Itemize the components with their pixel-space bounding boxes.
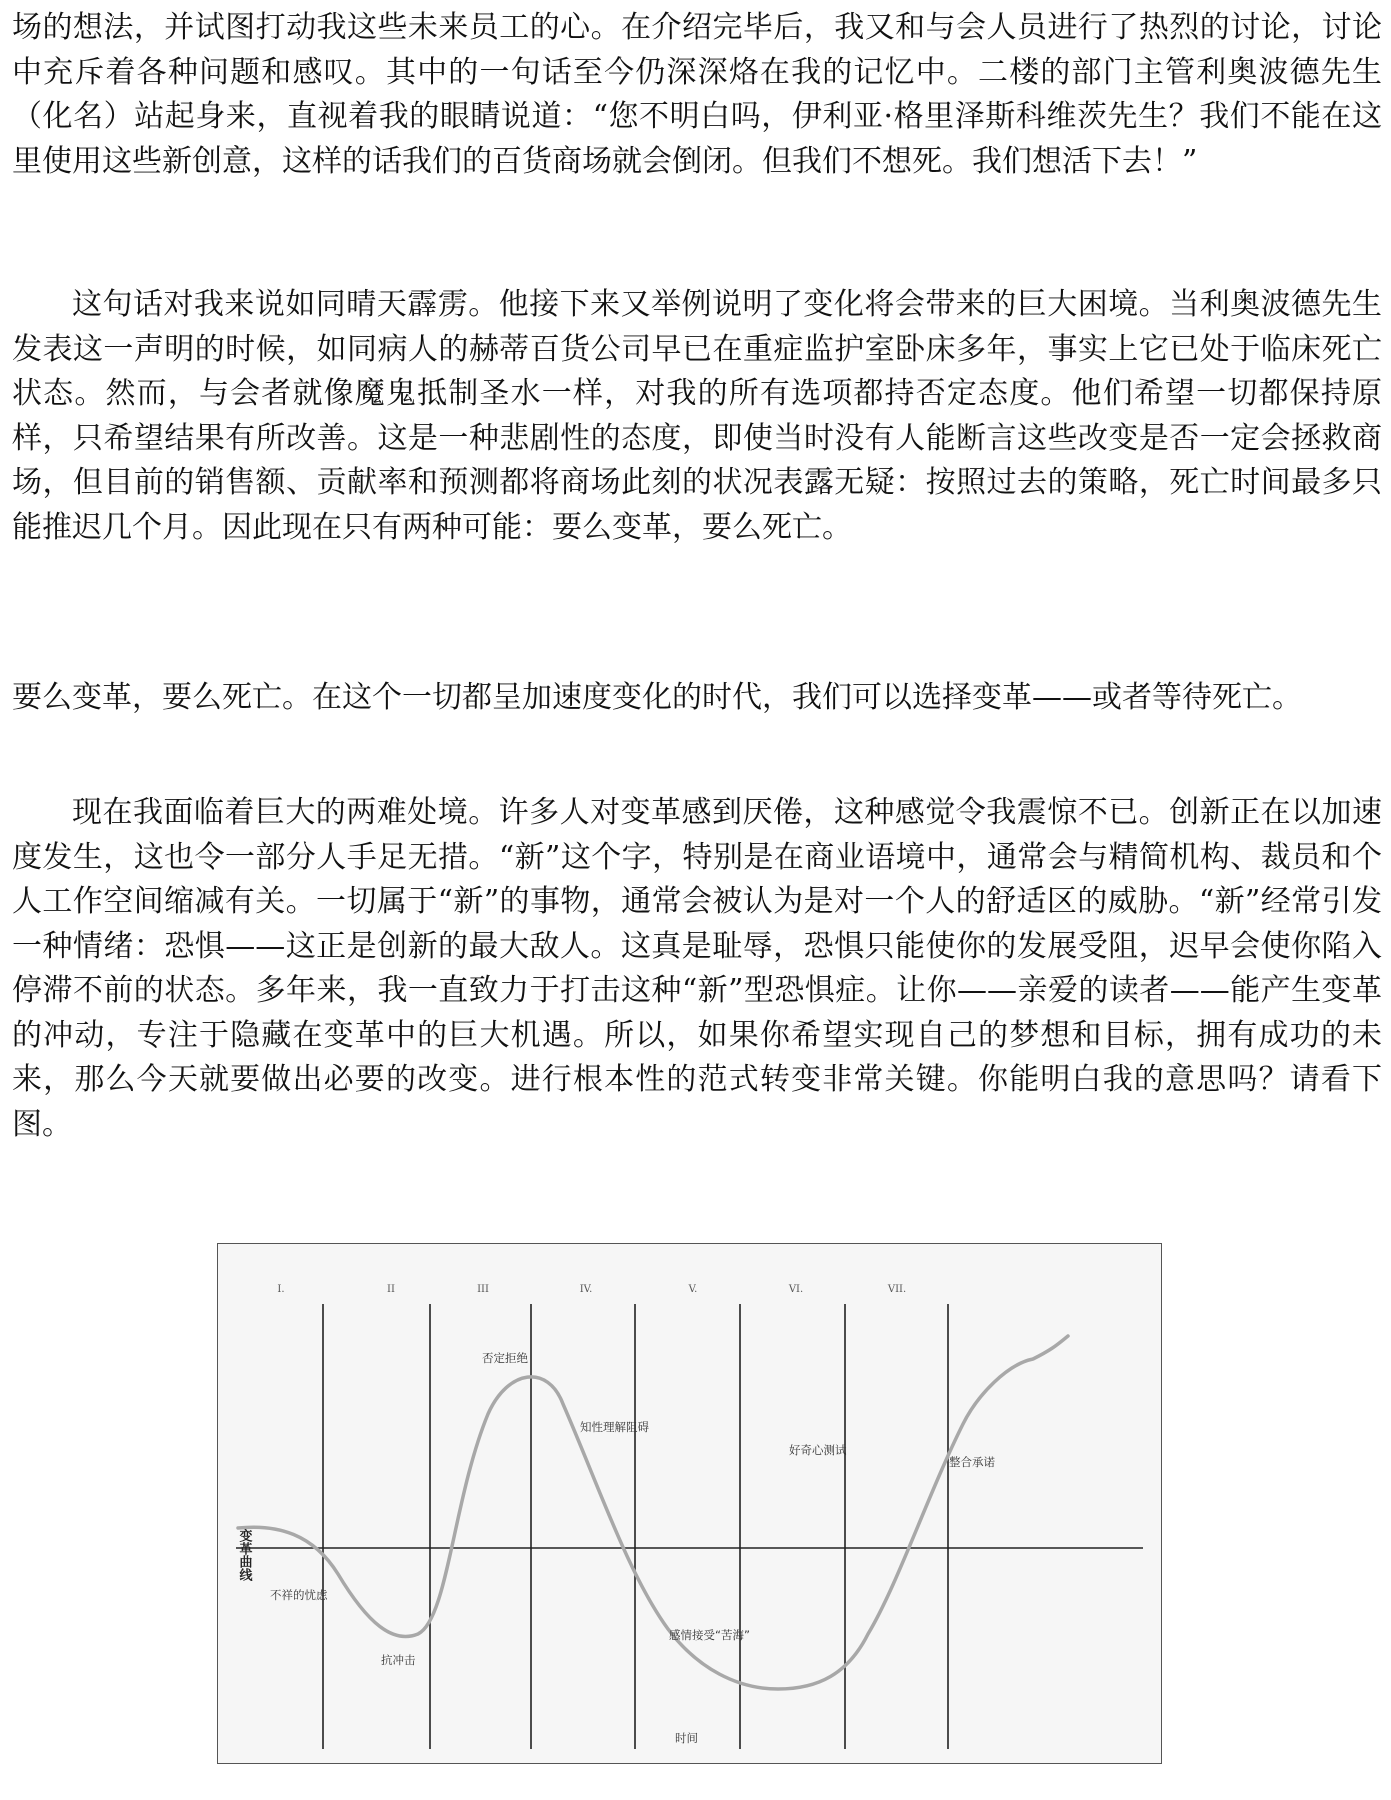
stage-label-2: 抗冲击: [381, 1653, 416, 1667]
stage-label-4: 知性理解阻碍: [580, 1420, 649, 1434]
change-curve-figure: [217, 1243, 1162, 1764]
stage-label-5: 感情接受“苦海”: [669, 1628, 750, 1642]
paragraph-4: 现在我面临着巨大的两难处境。许多人对变革感到厌倦，这种感觉令我震惊不已。创新正在以加速度发生，这也令一部分人手足无措。“新”这个字，特别是在商业语境中，通常会与精简机构、裁员和个人工作空间缩减有关。一切属于“新”的事物，通常会被认为是对一个人的舒适区的威胁。“新”经常引发一种情绪：恐惧——这正是创新的最大敌人。这真是耻辱，恐惧只能使你的发展受阻，迟早会使你陷入停滞不前的状态。多年来，我一直致力于打击这种“新”型恐惧症。让你——亲爱的读者——能产生变革的冲动，专注于隐藏在变革中的巨大机遇。所以，如果你希望实现自己的梦想和目标，拥有成功的未来，那么今天就要做出必要的改变。进行根本性的范式转变非常关键。你能明白我的意思吗？请看下图。: [12, 795, 1382, 1142]
paragraph-2: 这句话对我来说如同晴天霹雳。他接下来又举例说明了变化将会带来的巨大困境。当利奥波德先生发表这一声明的时候，如同病人的赫蒂百货公司早已在重症监护室卧床多年，事实上它已处于临床死亡状态。然而，与会者就像魔鬼抵制圣水一样，对我的所有选项都持否定态度。他们希望一切都保持原样，只希望结果有所改善。这是一种悲剧性的态度，即使当时没有人能断言这些改变是否一定会拯救商场，但目前的销售额、贡献率和预测都将商场此刻的状况表露无疑：按照过去的策略，死亡时间最多只能推迟几个月。因此现在只有两种可能：要么变革，要么死亡。: [12, 287, 1382, 545]
x-axis-label: 时间: [675, 1731, 698, 1745]
phase-label-2: II: [387, 1284, 395, 1295]
phase-label-3: III: [477, 1284, 489, 1295]
paragraph-1: 场的想法，并试图打动我这些未来员工的心。在介绍完毕后，我又和与会人员进行了热烈的讨论，讨论中充斥着各种问题和感叹。其中的一句话至今仍深深烙在我的记忆中。二楼的部门主管利奥波德先生（化名）站起身来，直视着我的眼睛说道：“您不明白吗，伊利亚·格里泽斯科维茨先生？我们不能在这里使用这些新创意，这样的话我们的百货商场就会倒闭。但我们不想死。我们想活下去！”: [12, 10, 1382, 179]
phase-label-4: IV.: [579, 1284, 593, 1295]
change-curve-diagram: [218, 1244, 1163, 1765]
y-axis-label: 变革曲线: [236, 1529, 252, 1581]
phase-label-6: VI.: [788, 1284, 804, 1295]
stage-label-1: 不祥的忧虑: [270, 1588, 328, 1602]
change-curve-line: [238, 1336, 1068, 1689]
stage-label-6: 好奇心测试: [789, 1443, 847, 1457]
stage-label-3: 否定拒绝: [482, 1351, 528, 1365]
phase-label-5: V.: [688, 1284, 698, 1295]
stage-label-7: 整合承诺: [949, 1455, 995, 1469]
phase-label-1: I.: [277, 1284, 285, 1295]
paragraph-3: 要么变革，要么死亡。在这个一切都呈加速度变化的时代，我们可以选择变革——或者等待死亡。: [12, 680, 1302, 715]
phase-label-7: VII.: [887, 1284, 907, 1295]
